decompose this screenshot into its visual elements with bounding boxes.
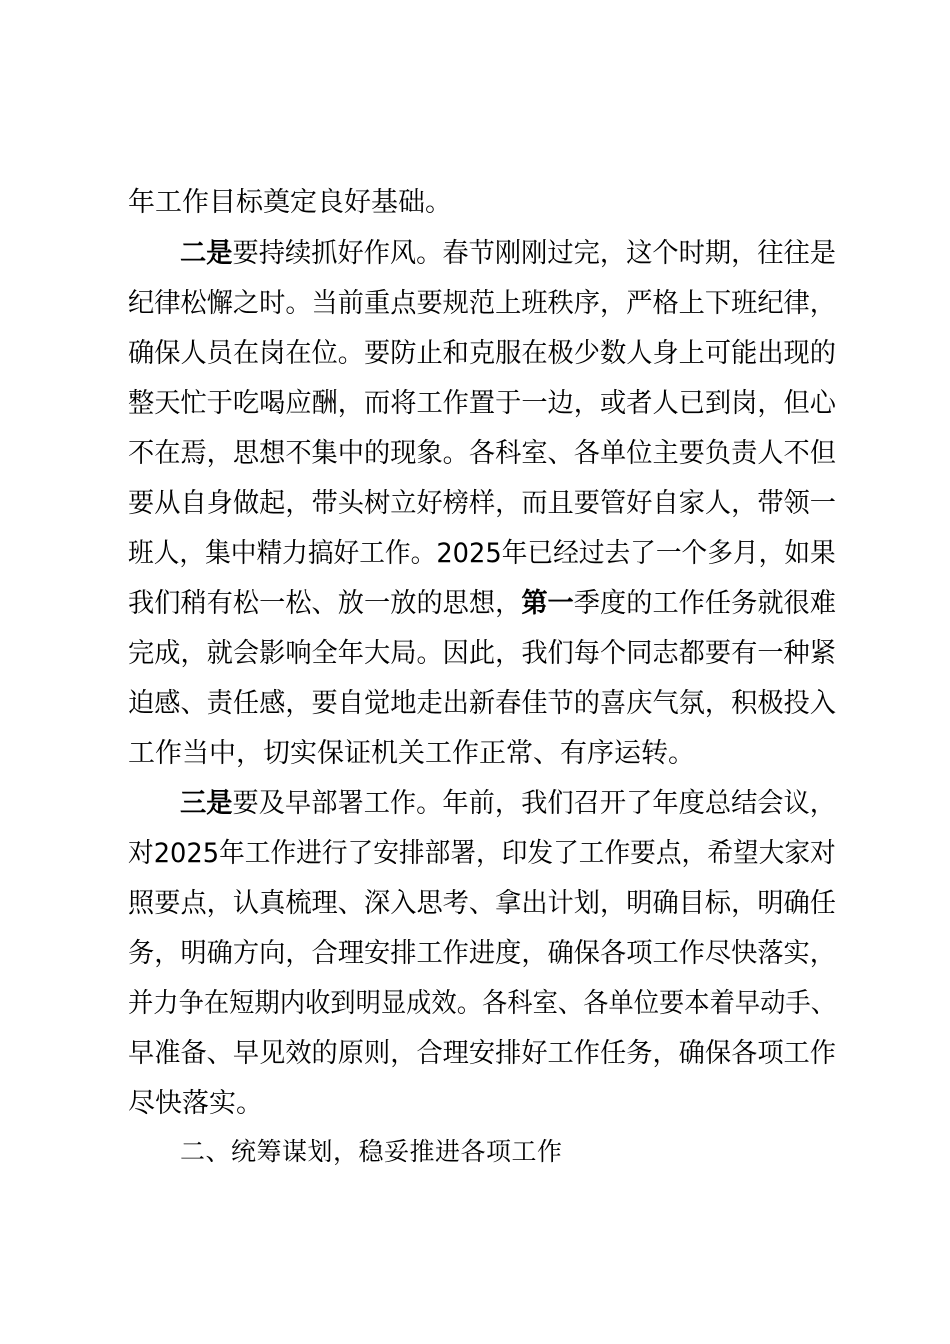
paragraph-line: 工作当中，切实保证机关工作正常、有序运转。	[128, 738, 695, 769]
paragraph-line: 对2025年工作进行了安排部署，印发了工作要点，希望大家对	[128, 838, 836, 869]
bold-lead-text: 三是	[180, 788, 233, 819]
paragraph-text: 我们稍有松一松、放一放的思想，	[128, 588, 522, 619]
section-heading: 二、统筹谋划，稳妥推进各项工作	[180, 1137, 563, 1166]
paragraph-line: 尽快落实。	[128, 1088, 263, 1119]
paragraph-line: 照要点，认真梳理、深入思考、拿出计划，明确目标，明确任	[128, 888, 837, 919]
paragraph-line	[128, 579, 836, 629]
paragraph-line: 并力争在短期内收到明显成效。各科室、各单位要本着早动手、	[128, 988, 836, 1019]
paragraph-line: 整天忙于吃喝应酬，而将工作置于一边，或者人已到岗，但心	[128, 388, 837, 419]
bold-inline-text: 第一	[521, 588, 574, 619]
paragraph-line: 早准备、早见效的原则，合理安排好工作任务，确保各项工作	[128, 1038, 837, 1069]
bold-lead-text: 二是	[180, 238, 233, 269]
paragraph-line: 不在焉，思想不集中的现象。各科室、各单位主要负责人不但	[128, 438, 837, 469]
paragraph-text: 要及早部署工作。年前，我们召开了年度总结会议，	[232, 788, 837, 819]
paragraph-line	[180, 229, 836, 279]
paragraph-text: 要持续抓好作风。春节刚刚过完，这个时期，往往是	[232, 238, 837, 269]
paragraph-line: 确保人员在岗在位。要防止和克服在极少数人身上可能出现的	[128, 338, 837, 369]
paragraph-line: 迫感、责任感，要自觉地走出新春佳节的喜庆气氛，积极投入	[128, 688, 837, 719]
paragraph-line: 务，明确方向，合理安排工作进度，确保各项工作尽快落实，	[128, 938, 837, 969]
paragraph-line: 班人，集中精力搞好工作。2025年已经过去了一个多月，如果	[128, 538, 836, 569]
paragraph-line: 纪律松懈之时。当前重点要规范上班秩序，严格上下班纪律，	[128, 288, 837, 319]
paragraph-text: 季度的工作任务就很难	[573, 588, 837, 619]
paragraph-line	[180, 779, 836, 829]
paragraph-line: 完成，就会影响全年大局。因此，我们每个同志都要有一种紧	[128, 638, 837, 669]
paragraph-line: 要从自身做起，带头树立好榜样，而且要管好自家人，带领一	[128, 488, 837, 519]
paragraph-line: 年工作目标奠定良好基础。	[128, 187, 452, 218]
